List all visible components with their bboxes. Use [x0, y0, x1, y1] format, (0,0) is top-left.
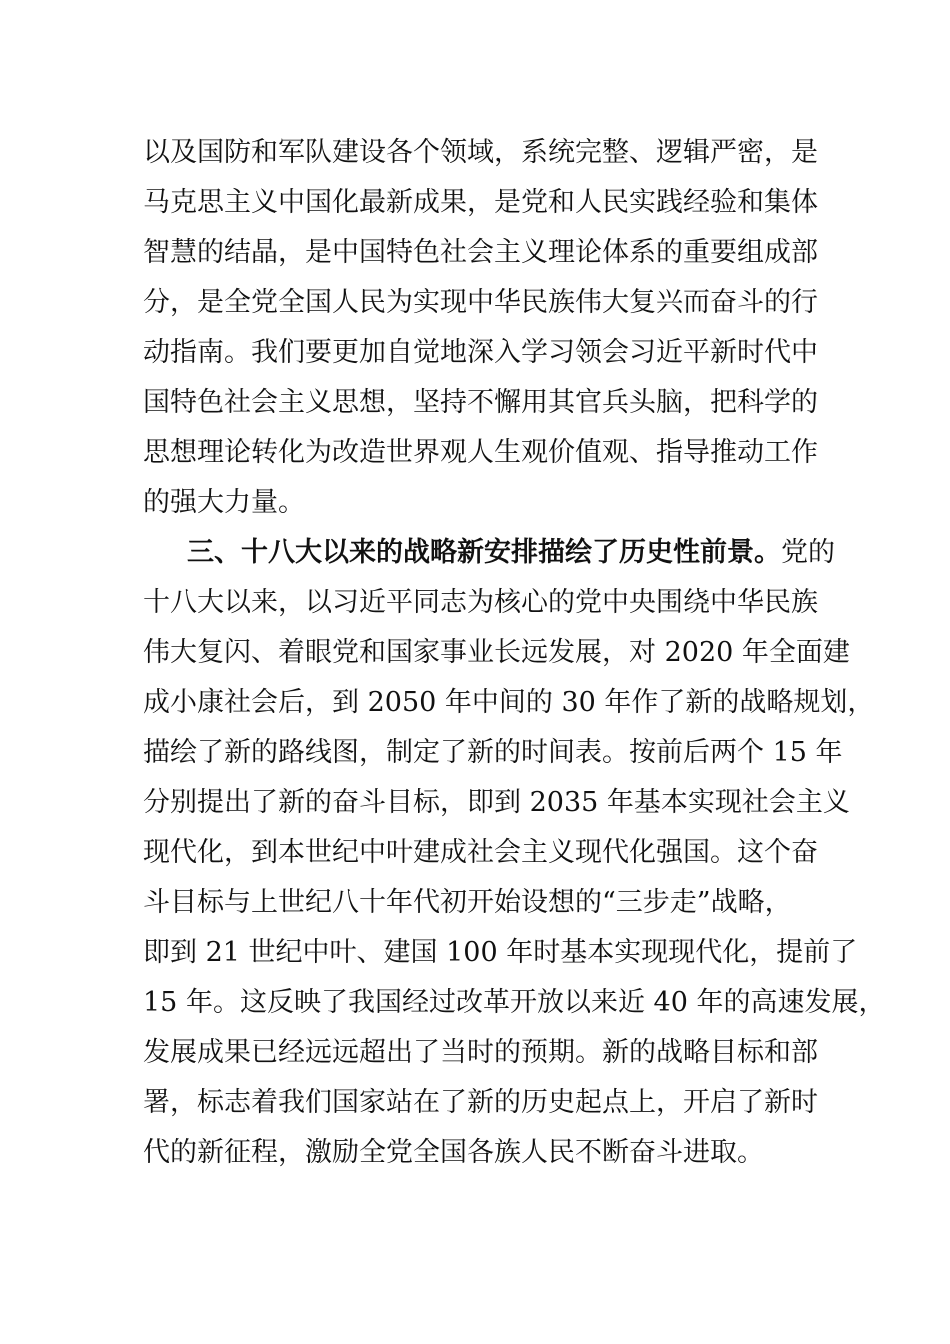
document-body — [143, 128, 886, 1178]
text-line: 以及国防和军队建设各个领域，系统完整、逻辑严密，是 — [143, 137, 818, 168]
text-line: 代的新征程，激励全党全国各族人民不断奋斗进取。 — [143, 1137, 764, 1168]
text-line: 即到 21 世纪中叶、建国 100 年时基本实现现代化，提前了 — [143, 937, 858, 968]
text-line: 马克思主义中国化最新成果，是党和人民实践经验和集体 — [143, 187, 818, 218]
text-line: 成小康社会后，到 2050 年中间的 30 年作了新的战略规划， — [143, 687, 875, 718]
text-line: 15 年。这反映了我国经过改革开放以来近 40 年的高速发展， — [143, 987, 886, 1018]
text-line: 分，是全党全国人民为实现中华民族伟大复兴而奋斗的行 — [143, 287, 818, 318]
text-line: 动指南。我们要更加自觉地深入学习领会习近平新时代中 — [143, 337, 818, 368]
text-line: 现代化，到本世纪中叶建成社会主义现代化强国。这个奋 — [143, 837, 818, 868]
text-line: 伟大复闪、着眼党和国家事业长远发展，对 2020 年全面建 — [143, 637, 850, 668]
section-heading: 三、十八大以来的战略新安排描绘了历史性前景。 — [187, 537, 781, 568]
text-line: 思想理论转化为改造世界观人生观价值观、指导推动工作 — [143, 437, 818, 468]
text-line: 智慧的结晶，是中国特色社会主义理论体系的重要组成部 — [143, 237, 818, 268]
heading-line-rest: 党的 — [781, 537, 835, 568]
text-line: 分别提出了新的奋斗目标，即到 2035 年基本实现社会主义 — [143, 787, 850, 818]
text-line: 发展成果已经远远超出了当时的预期。新的战略目标和部 — [143, 1037, 818, 1068]
text-line: 国特色社会主义思想，坚持不懈用其官兵头脑，把科学的 — [143, 387, 818, 418]
text-line: 描绘了新的路线图，制定了新的时间表。按前后两个 15 年 — [143, 737, 843, 768]
text-line: 斗目标与上世纪八十年代初开始设想的“三步走”战略， — [143, 887, 792, 918]
text-line: 十八大以来，以习近平同志为核心的党中央围绕中华民族 — [143, 587, 818, 618]
section-heading-line — [143, 528, 843, 578]
text-line: 署，标志着我们国家站在了新的历史起点上，开启了新时 — [143, 1087, 818, 1118]
text-line: 的强大力量。 — [143, 487, 305, 518]
